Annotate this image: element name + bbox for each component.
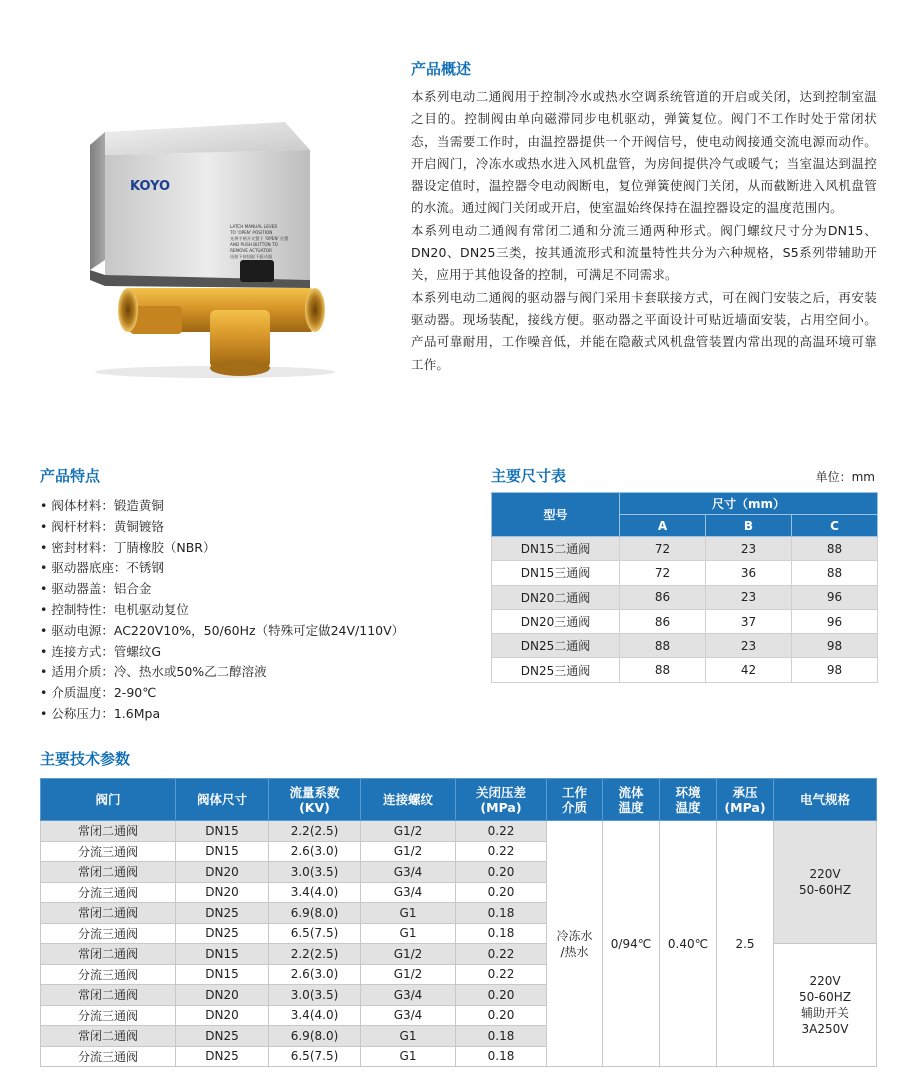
col-flow: 流量系数 (KV) (269, 779, 361, 821)
col-body-size: 阀体尺寸 (176, 779, 269, 821)
feature-item: • 适用介质：冷、热水或50%乙二醇溶液 (40, 662, 404, 683)
table-row: 常闭二通阀 DN25 6.9(8.0) G1 0.18 (41, 1026, 877, 1047)
table-row: 常闭二通阀 DN15 2.2(2.5) G1/2 0.22 220V 50-60HZ 辅助开关 3A250V (41, 944, 877, 965)
table-row: 分流三通阀 DN15 2.6(3.0) G1/2 0.22 (41, 964, 877, 985)
size-table-heading: 主要尺寸表 (491, 467, 567, 485)
col-size: 尺寸（mm） (620, 493, 878, 515)
overview-text (411, 86, 877, 376)
overview-paragraph: 本系列电动二通阀有常闭二通和分流三通两种形式。阀门螺纹尺寸分为DN15、DN20、DN25三类，按其通流形式和流量特性共分为六种规格，S5系列带辅助开关，应用于其他设备的控制，可满足不同需求。 (411, 222, 877, 283)
feature-item: • 连接方式：管螺纹G (40, 642, 404, 663)
size-unit: 单位：mm (815, 470, 875, 484)
col-env-temp: 环境 温度 (660, 779, 717, 821)
table-row: 分流三通阀 DN15 2.6(3.0) G1/2 0.22 (41, 841, 877, 862)
medium-cell: 冷冻水 /热水 (547, 821, 603, 1067)
overview-heading: 产品概述 (411, 60, 472, 78)
feature-item: • 密封材料：丁腈橡胶（NBR） (40, 538, 404, 559)
table-row: 常闭二通阀 DN25 6.9(8.0) G1 0.18 (41, 903, 877, 924)
col-c: C (792, 515, 878, 537)
table-row: DN25三通阀 88 42 98 (492, 658, 878, 682)
features-list (40, 496, 404, 725)
feature-item: • 驱动电源：AC220V10%，50/60Hz（特殊可定做24V/110V） (40, 621, 404, 642)
tech-table-heading: 主要技术参数 (40, 750, 131, 768)
col-b: B (706, 515, 792, 537)
feature-item: • 驱动器盖：铝合金 (40, 579, 404, 600)
table-row: 常闭二通阀 DN20 3.0(3.5) G3/4 0.20 (41, 862, 877, 883)
overview-paragraph: 本系列电动二通阀用于控制冷水或热水空调系统管道的开启或关闭，达到控制室温之目的。控制阀由单向磁滞同步电机驱动，弹簧复位。阀门不工作时处于常闭状态，当需要工作时，由温控器提供一个开阀信号，使电动阀接通交流电源而动作。开启阀门，冷冻水或热水进入风机盘管，为房间提供冷气或暖气；当室温达到温控器设定值时，温控器令电动阀断电，复位弹簧使阀门关闭，从而截断进入风机盘管的水流。通过阀门关闭或开启，使室温始终保持在温控器设定的温度范围内。 (411, 89, 877, 216)
col-fluid-temp: 流体 温度 (603, 779, 660, 821)
overview-paragraph: 本系列电动二通阀的驱动器与阀门采用卡套联接方式，可在阀门安装之后，再安装驱动器。现场装配，接线方便。驱动器之平面设计可贴近墙面安装，占用空间小。产品可靠耐用，工作噪音低，并能在隐蔽式风机盘管装置内常出现的高温环境可靠工作。 (411, 289, 877, 372)
col-medium: 工作 介质 (547, 779, 603, 821)
col-close-pressure: 关闭压差 (MPa) (456, 779, 547, 821)
col-valve: 阀门 (41, 779, 176, 821)
table-row: 分流三通阀 DN20 3.4(4.0) G3/4 0.20 (41, 882, 877, 903)
table-row: DN15三通阀 72 36 88 (492, 561, 878, 585)
col-a: A (620, 515, 706, 537)
fluid-temp-cell: 0/94℃ (603, 821, 660, 1067)
table-row: 分流三通阀 DN25 6.5(7.5) G1 0.18 (41, 1046, 877, 1067)
col-thread: 连接螺纹 (361, 779, 456, 821)
size-table (491, 492, 878, 683)
electrical-spec-a: 220V 50-60HZ (774, 821, 877, 944)
table-row: 分流三通阀 DN20 3.4(4.0) G3/4 0.20 (41, 1005, 877, 1026)
features-heading: 产品特点 (40, 467, 101, 485)
table-row: DN15二通阀 72 23 88 (492, 537, 878, 561)
feature-item: • 阀体材料：锻造黄铜 (40, 496, 404, 517)
svg-text:LATCH MANUAL LEVER TO 'O: LATCH MANUAL LEVER TO 'OPEN' POSITION 先将手柄开关置于 'OPEN' 位置 AND PUSH BUTTON TO REMOVE ACTUATOR 再按下按钮取下驱动器 (230, 224, 289, 259)
table-row: 常闭二通阀 DN15 2.2(2.5) G1/2 0.22 冷冻水 /热水 0/94℃ 0.40℃ 2.5 220V 50-60HZ (41, 821, 877, 842)
pressure-cell: 2.5 (717, 821, 774, 1067)
feature-item: • 介质温度：2-90℃ (40, 683, 404, 704)
table-row: 常闭二通阀 DN20 3.0(3.5) G3/4 0.20 (41, 985, 877, 1006)
col-model: 型号 (492, 493, 620, 537)
electrical-spec-b: 220V 50-60HZ 辅助开关 3A250V (774, 944, 877, 1067)
tech-table (40, 778, 877, 1067)
table-row: 分流三通阀 DN25 6.5(7.5) G1 0.18 (41, 923, 877, 944)
brand-logo: KOYO (130, 179, 171, 194)
col-pressure: 承压 (MPa) (717, 779, 774, 821)
col-electrical: 电气规格 (774, 779, 877, 821)
table-row: DN20三通阀 86 37 96 (492, 609, 878, 633)
feature-item: • 驱动器底座：不锈钢 (40, 558, 404, 579)
feature-item: • 公称压力：1.6Mpa (40, 704, 404, 725)
table-row: DN25二通阀 88 23 98 (492, 634, 878, 658)
product-image (70, 110, 350, 380)
table-row: DN20二通阀 86 23 96 (492, 585, 878, 609)
feature-item: • 阀杆材料：黄铜镀铬 (40, 517, 404, 538)
env-temp-cell: 0.40℃ (660, 821, 717, 1067)
feature-item: • 控制特性：电机驱动复位 (40, 600, 404, 621)
